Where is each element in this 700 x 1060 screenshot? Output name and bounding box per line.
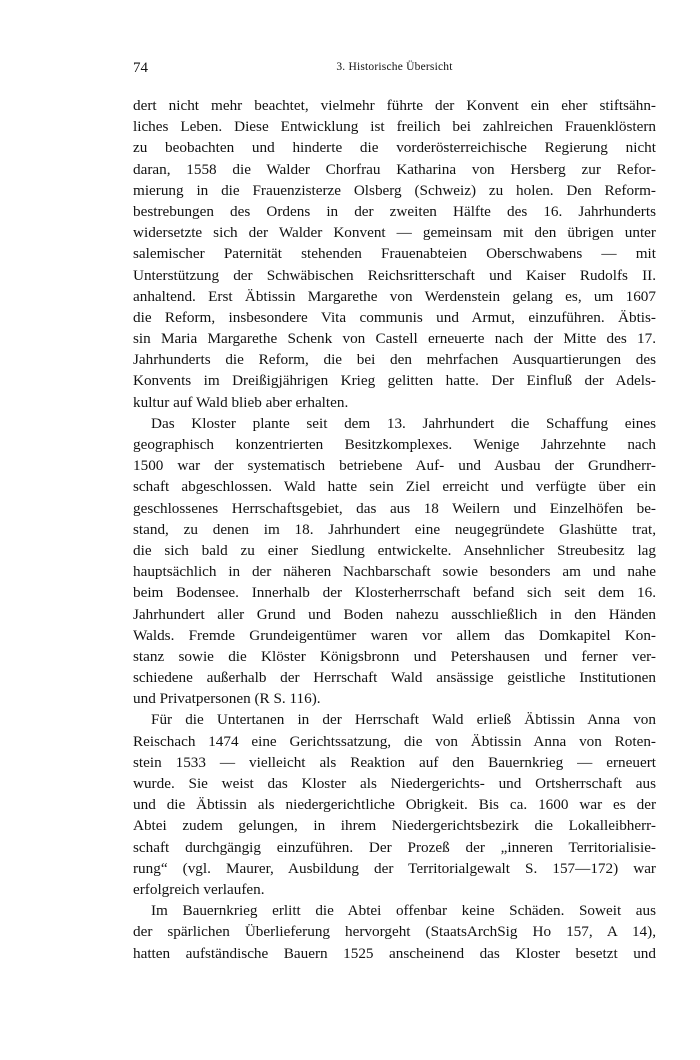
text-line: 1500 war der systematisch betriebene Auf- und Ausbau der Grundherr-	[133, 457, 656, 475]
text-line: Im Bauernkrieg erlitt die Abtei offenbar keine Schäden. Soweit aus	[151, 902, 656, 920]
text-line: Abtei zudem gelungen, in ihrem Niedergerichtsbezirk die Lokalleibherr-	[133, 817, 656, 835]
text-line: anhaltend. Erst Äbtissin Margarethe von Werdenstein gelang es, um 1607	[133, 287, 656, 305]
text-line: Reischach 1474 eine Gerichtssatzung, die von Äbtissin Anna von Roten-	[133, 732, 656, 750]
text-line: Walds. Fremde Grundeigentümer waren vor allem das Domkapitel Kon-	[133, 626, 656, 644]
page-number: 74	[133, 60, 148, 76]
text-line: erfolgreich verlaufen.	[133, 880, 265, 898]
text-line: kultur auf Wald blieb aber erhalten.	[133, 393, 349, 411]
text-line: Unterstützung der Schwäbischen Reichsritterschaft und Kaiser Rudolfs II.	[133, 266, 656, 284]
text-line: stanz sowie die Klöster Königsbronn und Petershausen und ferner ver-	[133, 647, 656, 665]
text-line: sin Maria Margarethe Schenk von Castell erneuerte nach der Mitte des 17.	[133, 330, 656, 348]
text-line: liches Leben. Diese Entwicklung ist freilich bei zahlreichen Frauenklöstern	[133, 118, 656, 136]
section-title: 3. Historische Übersicht	[336, 61, 453, 73]
text-line: stein 1533 — vielleicht als Reaktion auf den Bauernkrieg — erneuert	[133, 753, 656, 771]
text-line: daran, 1558 die Walder Chorfrau Katharina von Hersberg zur Refor-	[133, 160, 656, 178]
text-line: wurde. Sie weist das Kloster als Niedergerichts- und Ortsherrschaft aus	[133, 775, 656, 792]
text-line: schaft durchgängig einzuführen. Der Prozeß der „inneren Territorialisie-	[133, 838, 656, 856]
text-line: salemischer Paternität stehenden Frauenabteien Oberschwabens — mit	[133, 245, 656, 263]
text-line: beim Bodensee. Innerhalb der Klosterherrschaft befand sich seit dem 16.	[133, 584, 656, 602]
text-line: und Privatpersonen (R S. 116).	[133, 690, 321, 708]
text-line: Das Kloster plante seit dem 13. Jahrhundert die Schaffung eines	[151, 414, 656, 432]
book-page	[133, 60, 656, 964]
text-line: die sich bald zu einer Siedlung entwickelte. Ansehnlicher Streubesitz lag	[133, 541, 656, 559]
text-line: der spärlichen Überlieferung hervorgeht (StaatsArchSig Ho 157, A 14),	[133, 923, 656, 941]
body-text	[133, 95, 656, 964]
text-line: rung“ (vgl. Maurer, Ausbildung der Territorialgewalt S. 157—172) war	[133, 859, 656, 877]
text-line: bestrebungen des Ordens in der zweiten Hälfte des 16. Jahrhunderts	[133, 202, 656, 220]
text-line: Jahrhunderts die Reform, die bei den mehrfachen Ausquartierungen des	[133, 351, 656, 369]
text-line: Jahrhundert aller Grund und Boden nahezu ausschließlich in den Händen	[133, 605, 656, 623]
running-head	[133, 60, 656, 80]
text-line: dert nicht mehr beachtet, vielmehr führte der Konvent ein eher stiftsähn-	[133, 97, 656, 114]
text-line: mierung in die Frauenzisterze Olsberg (Schweiz) zu holen. Den Reform-	[133, 181, 656, 199]
text-line: Konvents im Dreißigjährigen Krieg gelitten hatte. Der Einfluß der Adels-	[133, 372, 656, 390]
text-line: und die Äbtissin als niedergerichtliche Obrigkeit. Bis ca. 1600 war es der	[133, 796, 656, 814]
text-line: hauptsächlich in der näheren Nachbarschaft sowie besonders am und nahe	[133, 563, 656, 581]
text-line: schiedene außerhalb der Herrschaft Wald ansässige geistliche Institutionen	[133, 669, 656, 687]
text-line: stand, zu denen im 18. Jahrhundert eine neugegründete Glashütte trat,	[133, 520, 656, 538]
text-line: geographisch konzentrierten Besitzkomplexes. Wenige Jahrzehnte nach	[133, 436, 656, 453]
text-line: zu beobachten und hinderte die vorderösterreichische Regierung nicht	[133, 139, 656, 157]
text-line: hatten aufständische Bauern 1525 anscheinend das Kloster besetzt und	[133, 944, 656, 962]
text-line: widersetzte sich der Walder Konvent — gemeinsam mit den übrigen unter	[133, 224, 656, 242]
text-line: geschlossenes Herrschaftsgebiet, das aus 18 Weilern und Einzelhöfen be-	[133, 499, 656, 517]
text-line: schaft abgeschlossen. Wald hatte sein Ziel erreicht und verfügte über ein	[133, 478, 656, 496]
text-line: Für die Untertanen in der Herrschaft Wald erließ Äbtissin Anna von	[151, 711, 656, 729]
text-line: die Reform, insbesondere Vita communis und Armut, einzuführen. Äbtis-	[133, 308, 656, 326]
